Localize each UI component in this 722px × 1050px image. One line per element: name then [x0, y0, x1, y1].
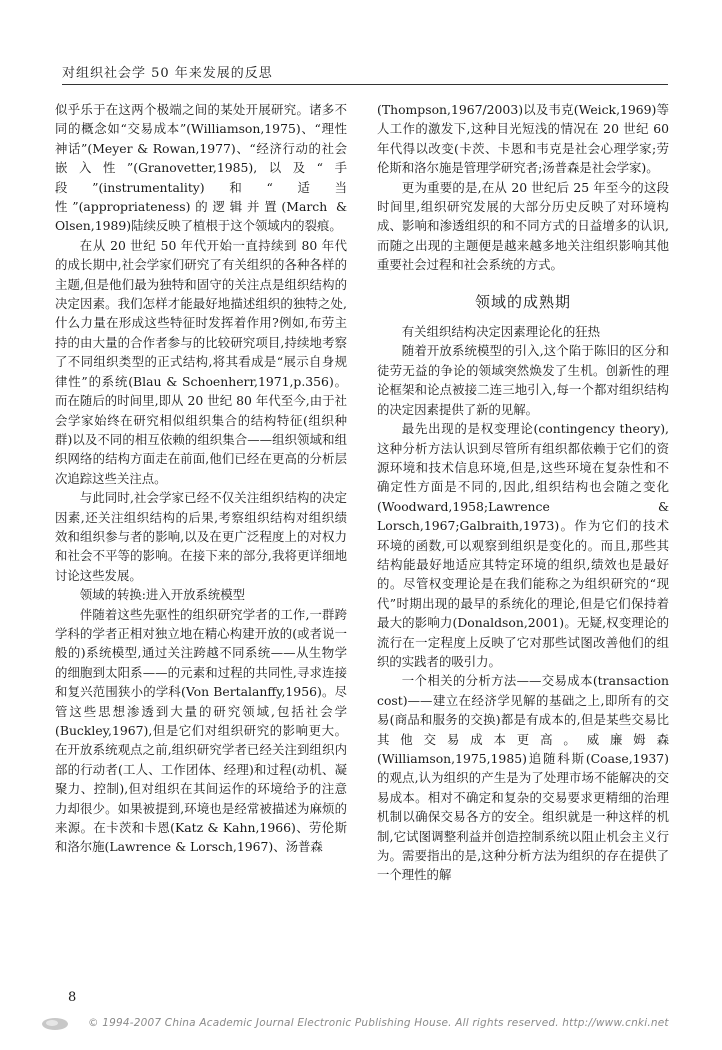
subsection-heading: 有关组织结构决定因素理论化的狂热	[401, 324, 601, 340]
paragraph: 一个相关的分析方法——交易成本(transaction cost)——建立在经济学见解的基础之上,即所有的交易(商品和服务的交换)都是有成本的,但是某些交易比其他交易成本更高。威廉姆森(Williamson,1975,1985)追随科斯(Coase,1937)的观点,认为组织的产生是为了处理市场不能解决的交易成本。相对不确定和复杂的交易要求更精细的治理机制以确保交易各方的安全。组织就是一种这样的机制,它试图调整利益并创造控制系统以阻止机会主义行为。需要指出的是,这种分析方法为组织的存在提供了一个理性的解	[377, 673, 669, 883]
paragraph: 最先出现的是权变理论(contingency theory),这种分析方法认识到尽管所有组织都依赖于它们的资源环境和技术信息环境,但是,这些环境在复杂性和不确定性方面是不同的,因此,组织结构也会随之变化(Woodward,1958;Lawrence & Lorsch,1967;Galbraith,1973)。作为它们的技术环境的函数,可以观察到组织是变化的。而且,那些其结构能最好地适应其特定环境的组织,绩效也是最好的。尽管权变理论是在我们能称之为组织研究的“现代”时期出现的最早的系统化的理论,但是它们保持着最大的影响力(Donaldson,2001)。无疑,权变理论的流行在一定程度上反映了它对那些试图改善他们的组织的实践者的吸引力。	[377, 421, 669, 669]
subsection-heading: 领域的转换:进入开放系统模型	[79, 587, 246, 603]
paragraph: 与此同时,社会学家已经不仅关注组织结构的决定因素,还关注组织结构的后果,考察组织结构对组织绩效和组织参与者的影响,以及在更广泛程度上的对权力和社会不平等的影响。在接下来的部分,我将更详细地讨论这些发展。	[55, 490, 347, 583]
section-title: 领域的成熟期	[474, 292, 571, 311]
paragraph: 在从 20 世纪 50 年代开始一直持续到 80 年代的成长期中,社会学家们研究了有关组织的各种各样的主题,但是他们最为独特和固守的关注点是组织结构的决定因素。我们怎样才能最好地描述组织的独特之处,什么力量在形成这些特征时发挥着作用?例如,布劳主持的由大量的合作者参与的比较研究项目,持续地考察了不同组织类型的正式结构,将其看成是“展示自身规律性”的系统(Blau & Schoenherr,1971,p.356)。而在随后的时间里,即从 20 世纪 80 年代至今,由于社会学家始终在研究相似组织集合的结构特征(组织种群)以及不同的相互依赖的组织集合——组织领域和组织网络的结构方面走在前面,他们已经在更高的分析层次追踪这些关注点。	[55, 237, 347, 486]
copyright-footer: © 1994-2007 China Academic Journal Electronic Publishing House. All rights reserved. http://www.cnki.net	[88, 1017, 669, 1029]
paragraph: 伴随着这些先驱性的组织研究学者的工作,一群跨学科的学者正相对独立地在精心构建开放的(或者说一般的)系统模型,通过关注跨越不同系统——从生物学的细胞到太阳系——的元素和过程的共同性,寻求连接和复兴范围狭小的学科(Von Bertalanffy,1956)。尽管这些思想渗透到大量的研究领域,包括社会学(Buckley,1967),但是它们对组织研究的影响更大。在开放系统观点之前,组织研究学者已经关注到组织内部的行动者(工人、工作团体、经理)和过程(动机、凝聚力、控制),但对组织在其间运作的环境给予的注意力却很少。如果被提到,环境也是经常被描述为麻烦的来源。在卡茨和卡恩(Katz & Kahn,1966)、劳伦斯和洛尔施(Lawrence & Lorsch,1967)、汤普森	[55, 606, 347, 855]
paragraph: 更为重要的是,在从 20 世纪后 25 年至今的这段时间里,组织研究发展的大部分历史反映了对环境构成、影响和渗透组织的和不同方式的日益增多的认识,而随之出现的主题便是越来越多地关注组织影响其他重要社会过程和社会系统的方式。	[377, 179, 669, 273]
right-column	[377, 100, 669, 885]
paragraph: 随着开放系统模型的引入,这个陷于陈旧的区分和徒劳无益的争论的领域突然焕发了生机。创新性的理论框架和论点被接二连三地引入,每一个都对组织结构的决定因素提供了新的见解。	[377, 343, 669, 417]
left-column	[55, 100, 347, 857]
publisher-logo-icon	[40, 1014, 70, 1032]
page-number: 8	[68, 990, 77, 1005]
paragraph: (Thompson,1967/2003)以及韦克(Weick,1969)等人工作的激发下,这种目光短浅的情况在 20 世纪 60 年代得以改变(卡茨、卡恩和韦克是社会心理学家;劳伦斯和洛尔施是管理学研究者;汤普森是社会学家)。	[377, 102, 669, 176]
paragraph: 似乎乐于在这两个极端之间的某处开展研究。诸多不同的概念如“交易成本”(Williamson,1975)、“理性神话”(Meyer & Rowan,1977)、“经济行动的社会嵌入性”(Granovetter,1985),以及“手段”(instrumentality)和“适当性”(appropriateness)的逻辑并置(March & Olsen,1989)陆续反映了植根于这个领域内的裂痕。	[55, 102, 347, 234]
running-head: 对组织社会学 50 年来发展的反思	[62, 66, 273, 81]
header-rule	[62, 84, 668, 85]
